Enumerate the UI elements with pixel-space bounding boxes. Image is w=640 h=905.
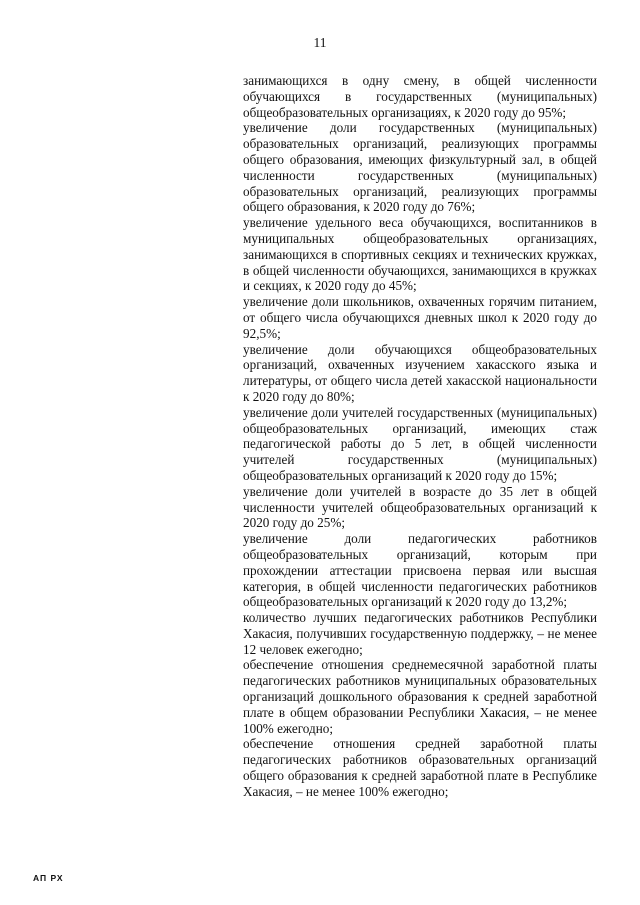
document-body — [243, 73, 597, 800]
paragraph-1: занимающихся в одну смену, в общей численности обучающихся в государственных (муниципальных) общеобразовательных организациях, к 2020 году до 95%; — [243, 73, 597, 120]
paragraph-11: обеспечение отношения средней заработной платы педагогических работников образовательных организаций общего образования к средней заработной плате в Республике Хакасия, – не менее 100% ежегодно; — [243, 736, 597, 799]
page-number: 11 — [313, 35, 327, 50]
paragraph-8: увеличение доли педагогических работников общеобразовательных организаций, которым при прохождении аттестации присвоена первая или высшая категория, в общей численности педагогических работников общеобразовательных организаций к 2020 году до 13,2%; — [243, 531, 597, 610]
paragraph-2: увеличение доли государственных (муниципальных) образовательных организаций, реализующих программы общего образования, имеющих физкультурный зал, в общей численности государственных (муниципальных) образовательных организаций, реализующих программы общего образования, к 2020 году до 76%; — [243, 120, 597, 215]
paragraph-5: увеличение доли обучающихся общеобразовательных организаций, охваченных изучением хакасского языка и литературы, от общего числа детей хакасской национальности к 2020 году до 80%; — [243, 341, 597, 404]
paragraph-3: увеличение удельного веса обучающихся, воспитанников в муниципальных общеобразовательных организациях, занимающихся в спортивных секциях и технических кружках, в общей численности обучающихся, занимающихся в кружках и секциях, к 2020 году до 45%; — [243, 215, 597, 294]
footer-mark: АП РХ — [33, 873, 64, 883]
paragraph-9: количество лучших педагогических работников Республики Хакасия, получивших государственную поддержку, – не менее 12 человек ежегодно; — [243, 610, 597, 657]
paragraph-4: увеличение доли школьников, охваченных горячим питанием, от общего числа обучающихся дневных школ к 2020 году до 92,5%; — [243, 294, 597, 341]
paragraph-7: увеличение доли учителей в возрасте до 35 лет в общей численности учителей общеобразовательных организаций к 2020 году до 25%; — [243, 483, 597, 531]
paragraph-10: обеспечение отношения среднемесячной заработной платы педагогических работников муниципальных образовательных организаций дошкольного образования к средней заработной плате в общем образовании Республики Хакасия, – не менее 100% ежегодно; — [243, 657, 597, 736]
paragraph-6: увеличение доли учителей государственных (муниципальных) общеобразовательных организаций, имеющих стаж педагогической работы до 5 лет, в общей численности учителей государственных (муниципальных) общеобразовательных организаций к 2020 году до 15%; — [243, 404, 597, 483]
